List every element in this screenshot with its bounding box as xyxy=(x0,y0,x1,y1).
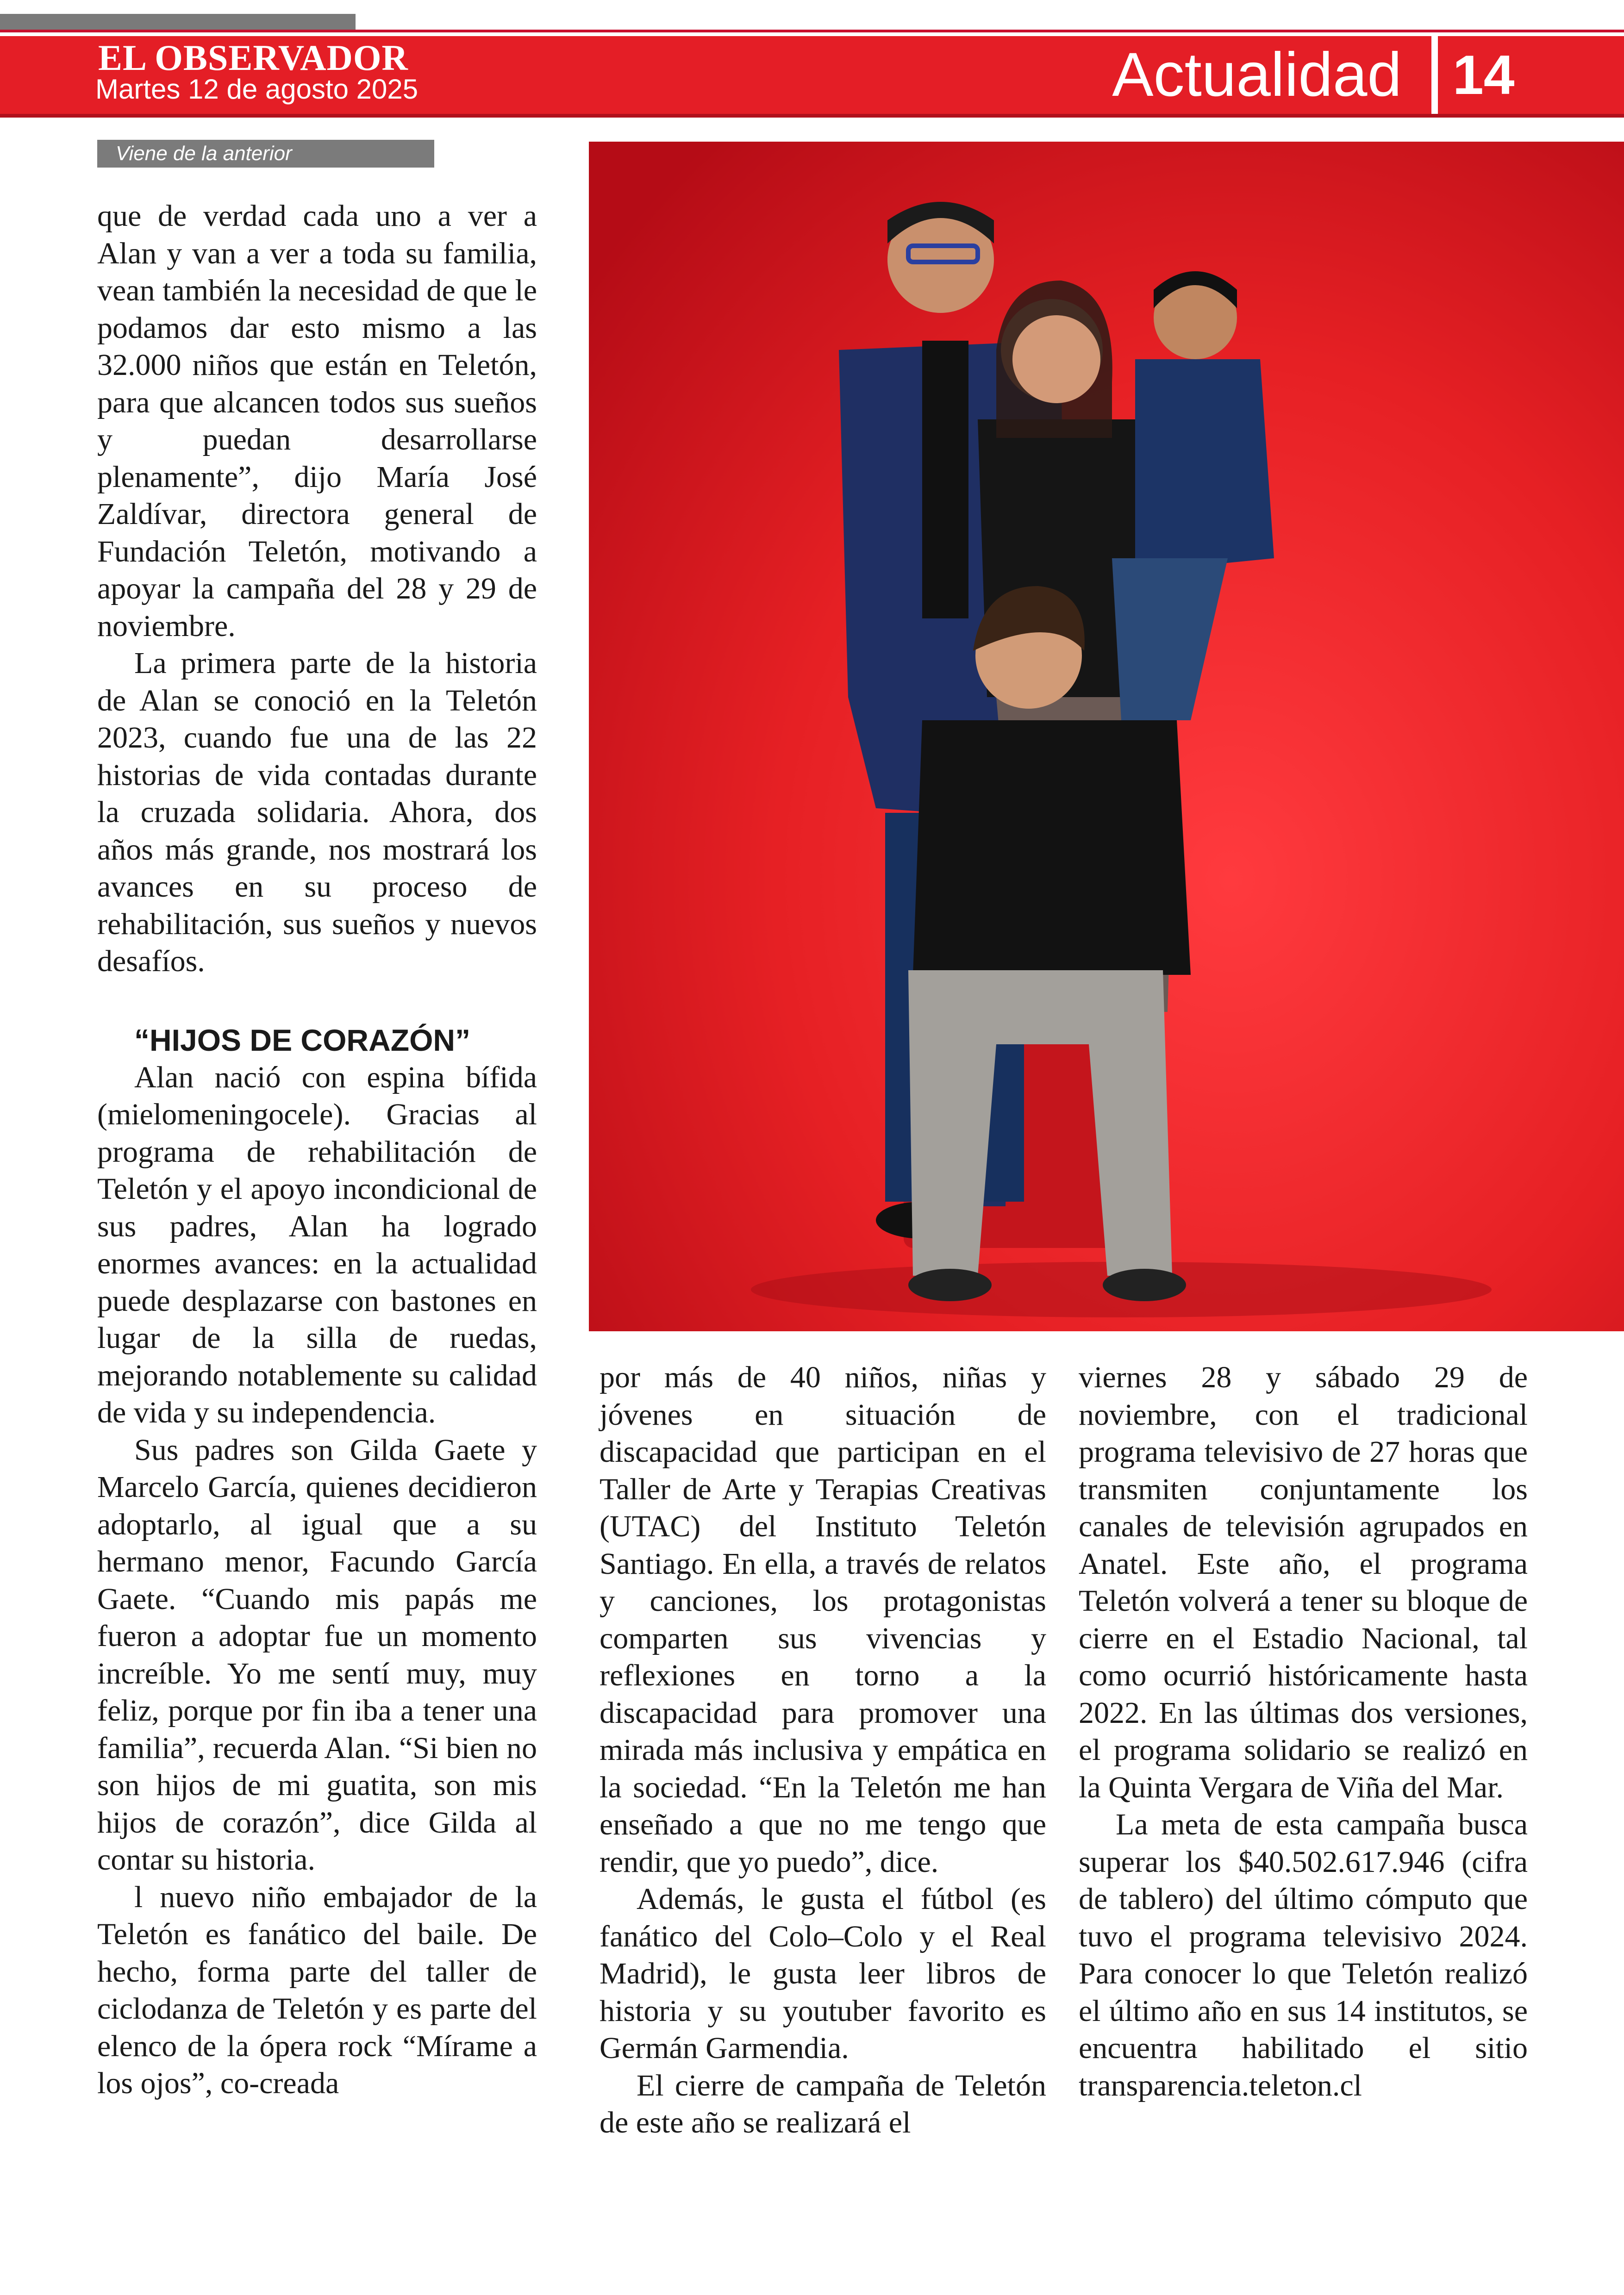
paragraph: viernes 28 y sábado 29 de noviembre, con el tradicional programa televisivo de 27 horas que transmiten conjuntamente los canales de televisión agrupados en Anatel. Este año, el programa Teletón volverá a tener su bloque de cierre en el Estadio Nacional, tal como ocurrió históricamente hasta 2022. En las últimas dos versiones, el programa solidario se realizó en la Quinta Vergara de Viña del Mar. xyxy=(1079,1360,1528,1804)
paragraph: que de verdad cada uno a ver a Alan y van a ver a toda su familia, vean también la necesidad de que le podamos dar esto mismo a las 32.000 niños que están en Teletón, para que alcancen todos sus sueños y puedan desarrollarse plenamente”, dijo María José Zaldívar, directora general de Fundación Teletón, motivando a apoyar la campaña del 28 y 29 de noviembre. xyxy=(97,199,537,643)
paragraph: por más de 40 niños, niñas y jóvenes en situación de discapacidad que participan en el Taller de Arte y Terapias Creativas (UTAC) del Instituto Teletón Santiago. En ella, a través de relatos y canciones, los protagonistas comparten sus vivencias y reflexiones en torno a la discapacidad para promover una mirada más inclusiva y empática en la sociedad. “En la Teletón me han enseñado a que no me tengo que rendir, que yo puedo”, dice. xyxy=(600,1360,1046,1879)
paragraph: El cierre de campaña de Teletón de este año se realizará el xyxy=(600,2068,1046,2139)
article-column-right xyxy=(1079,1359,1528,2104)
newspaper-name: EL OBSERVADOR xyxy=(98,37,408,78)
header-top-rule xyxy=(0,30,1624,32)
page-number: 14 xyxy=(1453,44,1515,106)
paragraph: Alan nació con espina bífida (mielomeningocele). Gracias al programa de rehabilitación de Teletón y el apoyo incondicional de sus padres, Alan ha logrado enormes avances: en la actualidad puede desplazarse con bastones en lugar de la silla de ruedas, mejorando notablemente su calidad de vida y su independencia. xyxy=(97,1060,537,1429)
header-bottom-rule xyxy=(0,114,1624,118)
paragraph: La meta de esta campaña busca superar los $40.502.617.946 (cifra de tablero) del último cómputo que tuvo el programa televisivo 2024. Para conocer lo que Teletón realizó el último año en sus 14 institutos, se encuentra habilitado el sitio transparencia.teleton.cl xyxy=(1079,1808,1528,2102)
family-photo xyxy=(589,142,1624,1331)
continued-from-previous-tag: Viene de la anterior xyxy=(97,140,434,168)
section-name: Actualidad xyxy=(1112,40,1402,109)
paragraph: l nuevo niño embajador de la Teletón es fanático del baile. De hecho, forma parte del taller de ciclodanza de Teletón y es parte del elenco de la ópera rock “Mírame a los ojos”, co-creada xyxy=(97,1880,537,2100)
issue-date: Martes 12 de agosto 2025 xyxy=(95,74,418,105)
article-subheading: “HIJOS DE CORAZÓN” xyxy=(134,1023,471,1057)
paragraph: Además, le gusta el fútbol (es fanático del Colo–Colo y el Real Madrid), le gusta leer libros de historia y su youtuber favorito es Germán Garmendia. xyxy=(600,1882,1046,2065)
paragraph: La primera parte de la historia de Alan se conoció en la Teletón 2023, cuando fue una de las 22 historias de vida contadas durante la cruzada solidaria. Ahora, dos años más grande, nos mostrará los avances en su proceso de rehabilitación, sus sueños y nuevos desafíos. xyxy=(97,646,537,978)
header-top-tab xyxy=(0,14,356,31)
article-column-left xyxy=(97,198,537,2102)
section-divider xyxy=(1431,36,1438,114)
article-column-middle xyxy=(600,1359,1046,2142)
paragraph: Sus padres son Gilda Gaete y Marcelo García, quienes decidieron adoptarlo, al igual que a su hermano menor, Facundo García Gaete. “Cuando mis papás me fueron a adoptar fue un momento increíble. Yo me sentí muy, muy feliz, porque por fin iba a tener una familia”, recuerda Alan. “Si bien no son hijos de mi guatita, son mis hijos de corazón”, dice Gilda al contar su historia. xyxy=(97,1433,537,1877)
